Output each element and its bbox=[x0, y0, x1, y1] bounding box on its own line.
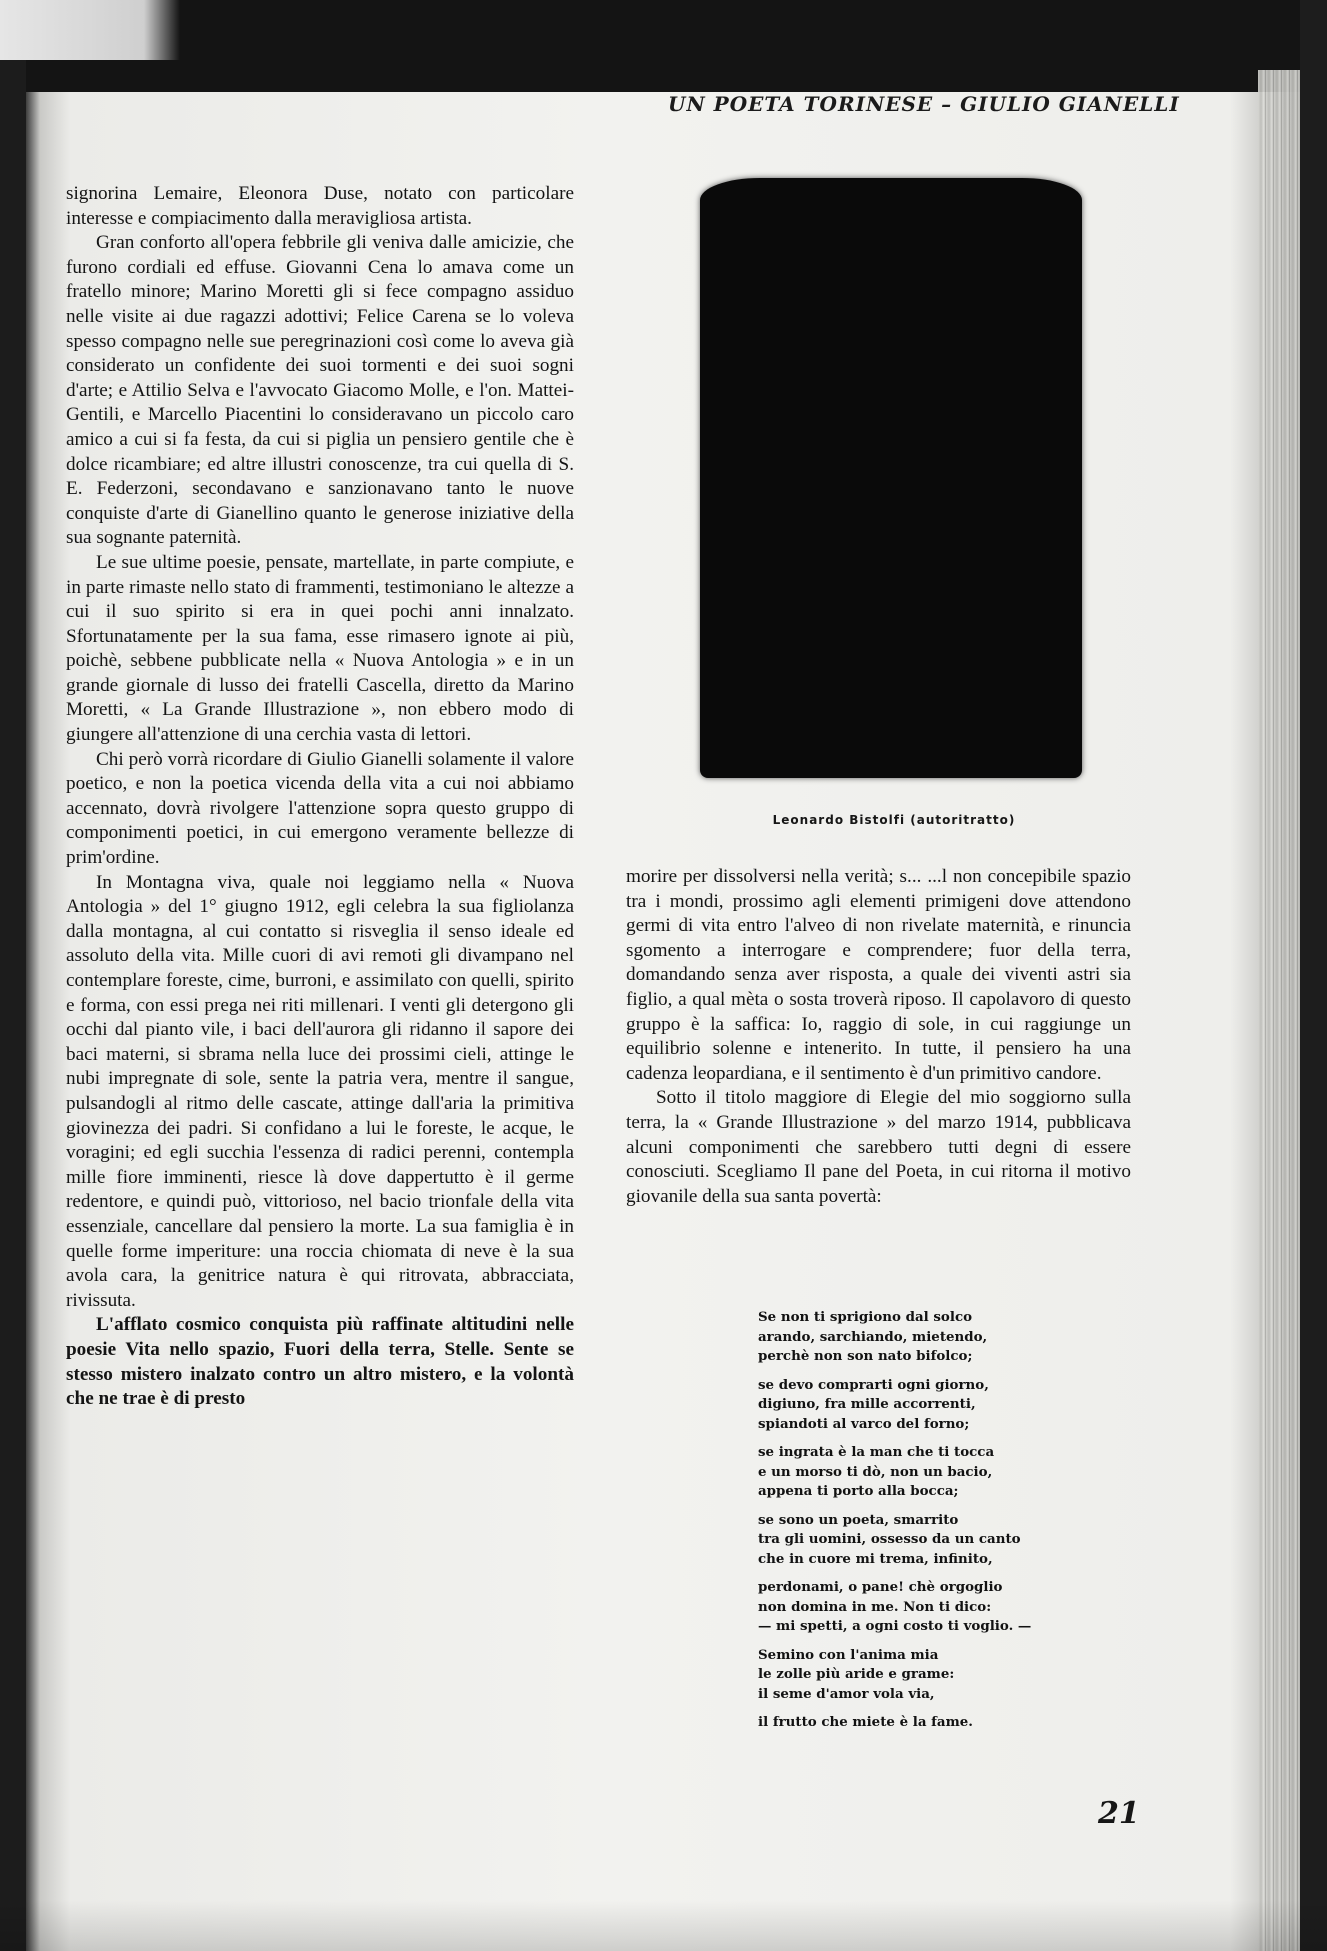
paragraph: Sotto il titolo maggiore di Elegie del mio soggiorno sulla terra, la « Grande Illustrazione » del marzo 1914, pubblicava alcuni componimenti che sarebbero tutti degni di essere conosciuti. Scegliamo Il pane del Poeta, in cui ritorna il motivo giovanile della sua santa povertà: bbox=[626, 1087, 1131, 1207]
scan-bottom-shade bbox=[0, 1900, 1327, 1951]
scan-right-border bbox=[1300, 0, 1327, 1951]
book-spine-shadow bbox=[0, 60, 26, 1951]
poem-line: se sono un poeta, smarrito bbox=[758, 1511, 959, 1528]
scan-top-glare bbox=[0, 0, 180, 60]
poem-stanza bbox=[758, 1713, 1098, 1733]
paragraph: morire per dissolversi nella verità; s... ...l non concepibile spazio tra i mondi, prossimo agli elementi primigeni dove attendono germi di vita entro l'alveo di non rivelate maternità, e rinuncia sgomento a interrogare e comprendere; fuor della terra, domandando senza aver risposta, a quale dei viventi astri sia figlio, a qual mèta o sosta troverà riposo. Il capolavoro di questo gruppo è la saffica: Io, raggio di sole, in cui raggiunge un equilibrio solenne e intenerito. In tutte, il pensiero ha una cadenza leopardiana, e il sentimento è d'un primitivo candore. bbox=[626, 866, 1131, 1084]
page-number: 21 bbox=[1098, 1796, 1140, 1831]
poem-line: spiandoti al varco del forno; bbox=[758, 1415, 970, 1432]
paragraph: signorina Lemaire, Eleonora Duse, notato con particolare interesse e compiacimento dalla meravigliosa artista. bbox=[66, 183, 574, 229]
paragraph: Gran conforto all'opera febbrile gli veniva dalle amicizie, che furono cordiali ed effuse. Giovanni Cena lo amava come un fratello minore; Marino Moretti gli si fece compagno assiduo nelle visite ai due ragazzi adottivi; Felice Carena se lo voleva spesso compagno nelle sue peregrinazioni così come lo aveva già considerato un confidente dei suoi tormenti e dei suoi sogni d'arte; e Attilio Selva e l'avvocato Giacomo Molle, e l'on. Mattei-Gentili, e Marcello Piacentini lo consideravano un piccolo caro amico a cui si fa festa, da cui si piglia un pensiero gentile che è dolce ricambiare; ed altre illustri conoscenze, tra cui quella di S. E. Federzoni, secondavano e sanzionavano tanto le nuove conquiste d'arte di Gianellino quanto le generose iniziative della sua sognante paternità. bbox=[66, 232, 574, 549]
poem-line: Semino con l'anima mia bbox=[758, 1646, 939, 1663]
poem-line: se ingrata è la man che ti tocca bbox=[758, 1444, 995, 1460]
poem-line: e un morso ti dò, non un bacio, bbox=[758, 1463, 993, 1480]
poem-line: tra gli uomini, ossesso da un canto bbox=[758, 1531, 1021, 1547]
scan-top-border bbox=[0, 0, 1327, 92]
poem-stanza bbox=[758, 1511, 1098, 1570]
poem-line: non domina in me. Non ti dico: bbox=[758, 1598, 992, 1615]
poem-line: il frutto che miete è la fame. bbox=[758, 1714, 973, 1730]
poem-stanza bbox=[758, 1578, 1098, 1637]
paragraph: L'afflato cosmico conquista più raffinate altitudini nelle poesie Vita nello spazio, Fuori della terra, Stelle. Sente se stesso mistero inalzato contro un altro mistero, e la volontà che ne trae è di presto bbox=[66, 1314, 574, 1410]
poem-line: — mi spetti, a ogni costo ti voglio. — bbox=[758, 1618, 1032, 1634]
poem-line: arando, sarchiando, mietendo, bbox=[758, 1328, 988, 1345]
poem-line: il seme d'amor vola via, bbox=[758, 1685, 935, 1702]
poem-line: perchè non son nato bifolco; bbox=[758, 1348, 973, 1364]
poem-line: che in cuore mi trema, infinito, bbox=[758, 1550, 993, 1567]
poem-stanza bbox=[758, 1308, 1098, 1367]
poem bbox=[758, 1308, 1098, 1742]
running-head: UN POETA TORINESE – GIULIO GIANELLI bbox=[668, 92, 1180, 116]
poem-stanza bbox=[758, 1443, 1098, 1502]
poem-stanza bbox=[758, 1646, 1098, 1705]
poem-line: digiuno, fra mille accorrenti, bbox=[758, 1396, 976, 1412]
poem-line: se devo comprarti ogni giorno, bbox=[758, 1376, 989, 1393]
portrait-photo bbox=[700, 178, 1082, 778]
photo-caption: Leonardo Bistolfi (autoritratto) bbox=[772, 813, 1016, 827]
right-text-column bbox=[626, 865, 1131, 1209]
poem-line: le zolle più aride e grame: bbox=[758, 1666, 955, 1682]
paragraph: Chi però vorrà ricordare di Giulio Gianelli solamente il valore poetico, e non la poetica vicenda della vita a cui noi abbiamo accennato, dovrà rivolgere l'attenzione sopra questo gruppo di componimenti poetici, in cui emergono veramente bellezze di prim'ordine. bbox=[66, 748, 574, 869]
paragraph: Le sue ultime poesie, pensate, martellate, in parte compiute, e in parte rimaste nello stato di frammenti, testimoniano le altezze a cui il suo spirito si era in quei pochi anni innalzato. Sfortunatamente per la sua fama, esse rimasero ignote ai più, poichè, sebbene pubblicate nella « Nuova Antologia » e in un grande giornale di lusso dei fratelli Cascella, diretto da Marino Moretti, « La Grande Illustrazione », non ebbero modo di giungere all'attenzione di una cerchia vasta di lettori. bbox=[66, 551, 574, 746]
poem-line: appena ti porto alla bocca; bbox=[758, 1483, 959, 1499]
poem-line: perdonami, o pane! chè orgoglio bbox=[758, 1579, 1003, 1595]
poem-stanza bbox=[758, 1376, 1098, 1435]
left-text-column bbox=[66, 182, 574, 1412]
poem-line: Se non ti sprigiono dal solco bbox=[758, 1309, 973, 1325]
paragraph: In Montagna viva, quale noi leggiamo nella « Nuova Antologia » del 1° giugno 1912, egli celebra la sua figliolanza dalla montagna, al cui contatto si risveglia il senso ideale ed assoluto della vita. Mille cuori di avi remoti gli divampano nel contemplare foreste, cime, burroni, e assimilato con quelli, spirito e forma, con essi prega nei riti millenari. I venti gli detergono gli occhi dal pianto vile, i baci dell'aurora gli ridanno il sapore dei baci materni, si sbrama nella luce dei prossimi cieli, attinge le nubi impregnate di sole, sente la patria vera, mentre il sangue, pulsandogli al ritmo delle cascate, attinge dall'aria la primitiva giovinezza dei padri. Si confidano a lui le foreste, le acque, le voragini; ed egli succhia l'essenza di radici perenni, contempla mille fiore imminenti, riesce là dove dappertutto è il germe redentore, e quindi può, vittorioso, nel bacio trionfale della vita essenziale, cancellare dal pensiero la morte. La sua famiglia è in quelle forme imperiture: una roccia chiomata di neve è la sua avola cara, la genitrice natura è qui ritrovata, abbracciata, rivissuta. bbox=[66, 871, 574, 1311]
